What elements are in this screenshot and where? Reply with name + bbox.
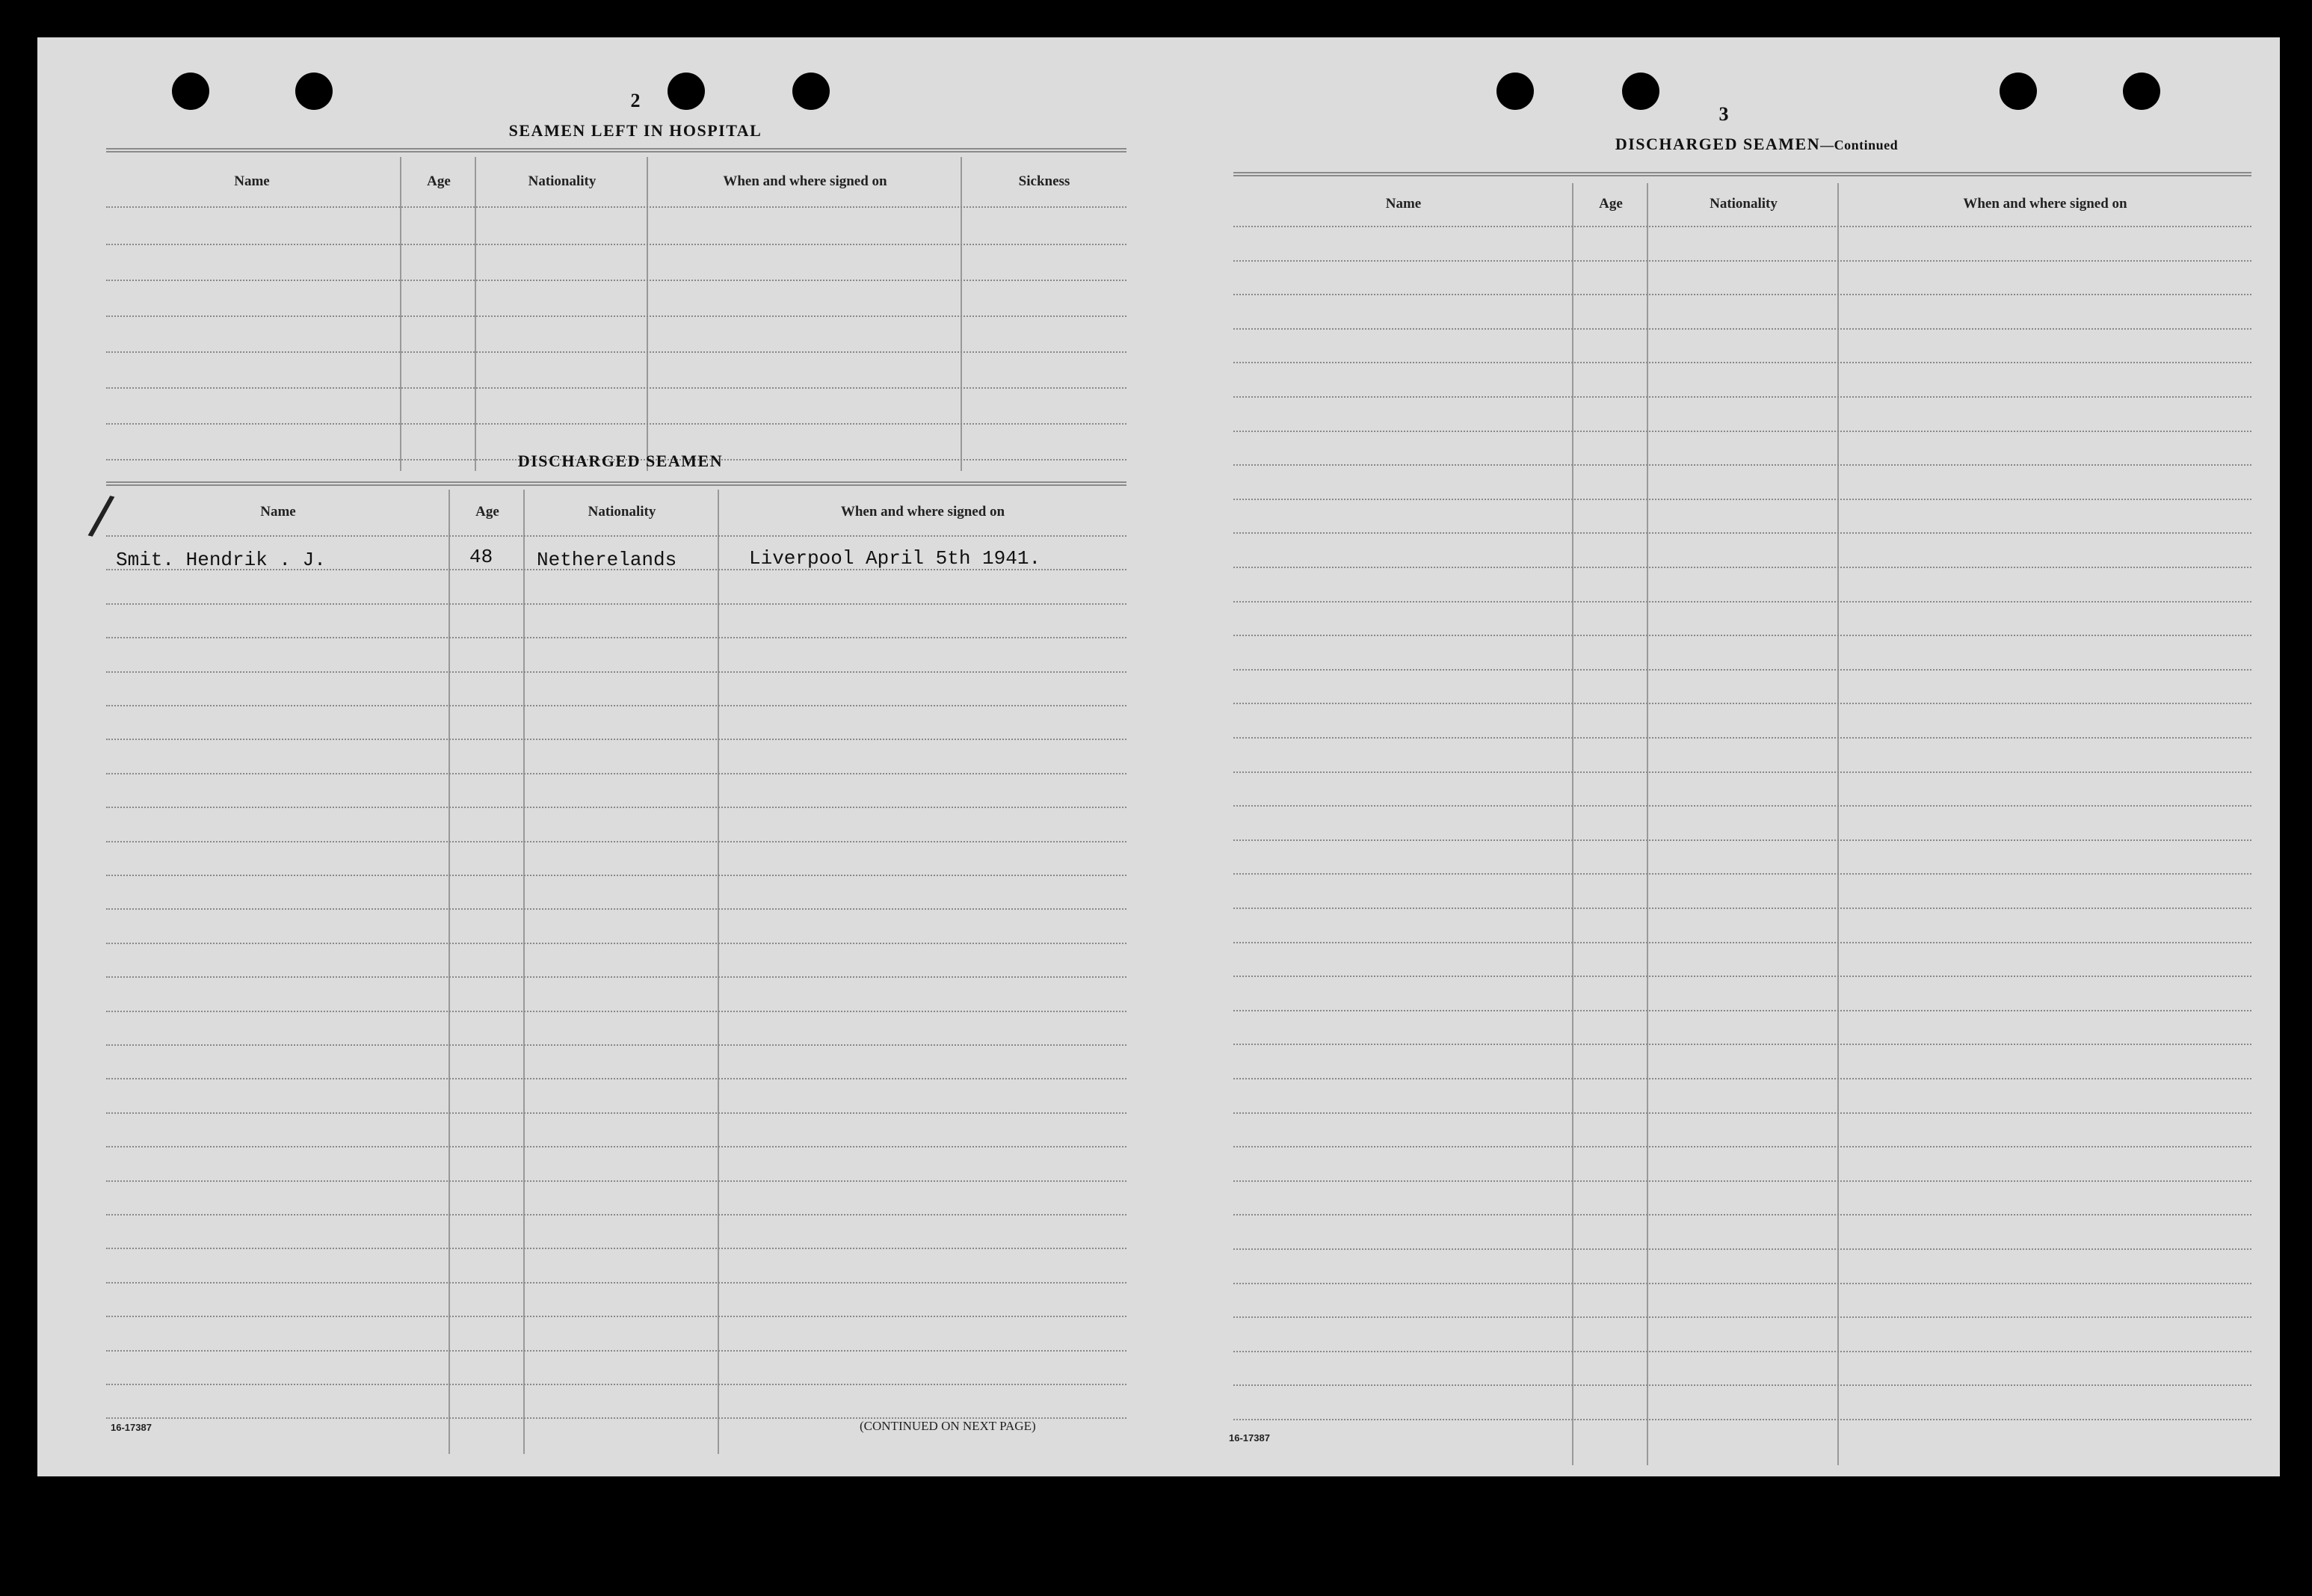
table-row	[106, 315, 1126, 317]
page-number: 3	[1718, 103, 1729, 125]
table-row	[106, 637, 1126, 638]
table-row	[106, 1011, 1126, 1012]
table-row	[106, 423, 1126, 425]
table-row	[1233, 1146, 2251, 1147]
table-row	[1233, 1384, 2251, 1386]
punch-hole	[295, 73, 333, 110]
punch-hole	[1496, 73, 1534, 110]
table-row	[106, 875, 1126, 876]
column-header-signed-on: When and where signed on	[840, 504, 1005, 520]
document-sheet	[37, 37, 2280, 1476]
table-row	[106, 1350, 1126, 1352]
table-row	[1233, 567, 2251, 568]
table-row	[106, 976, 1126, 978]
punch-hole	[2123, 73, 2160, 110]
discharged-continued-title	[1532, 135, 1981, 154]
table-row	[106, 908, 1126, 910]
table-row	[106, 1316, 1126, 1317]
table-row	[106, 206, 1126, 208]
punch-hole	[172, 73, 209, 110]
table-row	[106, 1078, 1126, 1079]
table-row	[1233, 1248, 2251, 1250]
table-row	[106, 1214, 1126, 1216]
table-row	[1233, 1044, 2251, 1045]
table-row	[1233, 635, 2251, 636]
table-row	[1233, 1078, 2251, 1079]
table-row	[106, 1282, 1126, 1284]
table-row	[1233, 805, 2251, 807]
table-row	[1233, 294, 2251, 295]
table-row	[1233, 1112, 2251, 1114]
column-header-age: Age	[475, 504, 499, 520]
page-number: 2	[630, 90, 641, 111]
table-row	[1233, 1316, 2251, 1318]
table-row	[106, 671, 1126, 673]
seaman-name: Smit. Hendrik . J.	[116, 549, 326, 571]
table-row	[1233, 499, 2251, 500]
table-row	[1233, 396, 2251, 398]
column-divider	[523, 490, 525, 1454]
table-row	[1233, 226, 2251, 227]
table-row	[1233, 669, 2251, 671]
table-row	[1233, 873, 2251, 875]
form-number: 16-17387	[1229, 1432, 1270, 1444]
punch-hole	[792, 73, 830, 110]
column-header-name: Name	[234, 173, 270, 189]
table-top-rule	[1233, 172, 2251, 176]
column-header-nationality: Nationality	[528, 173, 597, 189]
table-row	[106, 807, 1126, 808]
table-row	[1233, 703, 2251, 704]
seaman-signed-on: Liverpool April 5th 1941.	[749, 547, 1041, 570]
column-header-sickness: Sickness	[1018, 173, 1070, 189]
table-top-rule	[106, 148, 1126, 152]
table-row	[106, 1112, 1126, 1114]
table-row	[1233, 1010, 2251, 1011]
table-row	[106, 1044, 1126, 1046]
table-row	[1233, 771, 2251, 773]
hospital-section-title: SEAMEN LEFT IN HOSPITAL	[508, 121, 762, 140]
column-divider	[1837, 183, 1839, 1465]
seaman-age: 48	[469, 546, 493, 568]
table-row	[1233, 908, 2251, 909]
column-divider	[1572, 183, 1573, 1465]
column-header-nationality: Nationality	[588, 504, 656, 520]
table-row	[106, 705, 1126, 706]
seaman-nationality: Netherelands	[537, 549, 677, 571]
table-row	[1233, 431, 2251, 432]
column-header-signed-on: When and where signed on	[1963, 196, 2127, 212]
column-header-age: Age	[1599, 196, 1623, 212]
table-row	[106, 569, 1126, 570]
table-row	[1233, 1180, 2251, 1182]
table-row	[1233, 1419, 2251, 1420]
table-row	[1233, 942, 2251, 943]
table-row	[106, 603, 1126, 605]
column-header-nationality: Nationality	[1710, 196, 1778, 212]
table-row	[1233, 328, 2251, 330]
table-row	[106, 1384, 1126, 1385]
table-row	[106, 280, 1126, 281]
table-top-rule	[106, 481, 1126, 486]
table-row	[1233, 976, 2251, 977]
column-header-age: Age	[427, 173, 451, 189]
punch-hole	[2000, 73, 2037, 110]
table-row	[106, 943, 1126, 944]
table-row	[1233, 1283, 2251, 1284]
table-row	[1233, 839, 2251, 841]
column-header-signed-on: When and where signed on	[723, 173, 887, 189]
column-divider	[718, 490, 719, 1454]
table-row	[1233, 260, 2251, 262]
continued-note: (CONTINUED ON NEXT PAGE)	[860, 1419, 1036, 1433]
title-suffix: —Continued	[1820, 138, 1899, 152]
table-row	[1233, 601, 2251, 603]
table-row	[1233, 1214, 2251, 1216]
table-row	[106, 387, 1126, 389]
table-row	[106, 739, 1126, 740]
column-divider	[1647, 183, 1648, 1465]
check-mark: /	[84, 482, 117, 552]
table-row	[1233, 362, 2251, 363]
form-number: 16-17387	[111, 1422, 152, 1433]
table-row	[106, 773, 1126, 774]
table-row	[106, 841, 1126, 842]
table-row	[106, 244, 1126, 245]
table-row	[1233, 1351, 2251, 1352]
title-text: DISCHARGED SEAMEN	[1615, 135, 1821, 153]
column-header-name: Name	[260, 504, 296, 520]
column-header-name: Name	[1385, 196, 1422, 212]
table-row	[1233, 532, 2251, 534]
table-row	[1233, 737, 2251, 739]
table-row	[1233, 464, 2251, 466]
table-row	[106, 1248, 1126, 1249]
table-row	[106, 1146, 1126, 1147]
table-row	[106, 535, 1126, 537]
discharged-section-title: DISCHARGED SEAMEN	[517, 452, 724, 470]
column-divider	[448, 490, 450, 1454]
table-row	[106, 351, 1126, 353]
table-row	[106, 1180, 1126, 1182]
